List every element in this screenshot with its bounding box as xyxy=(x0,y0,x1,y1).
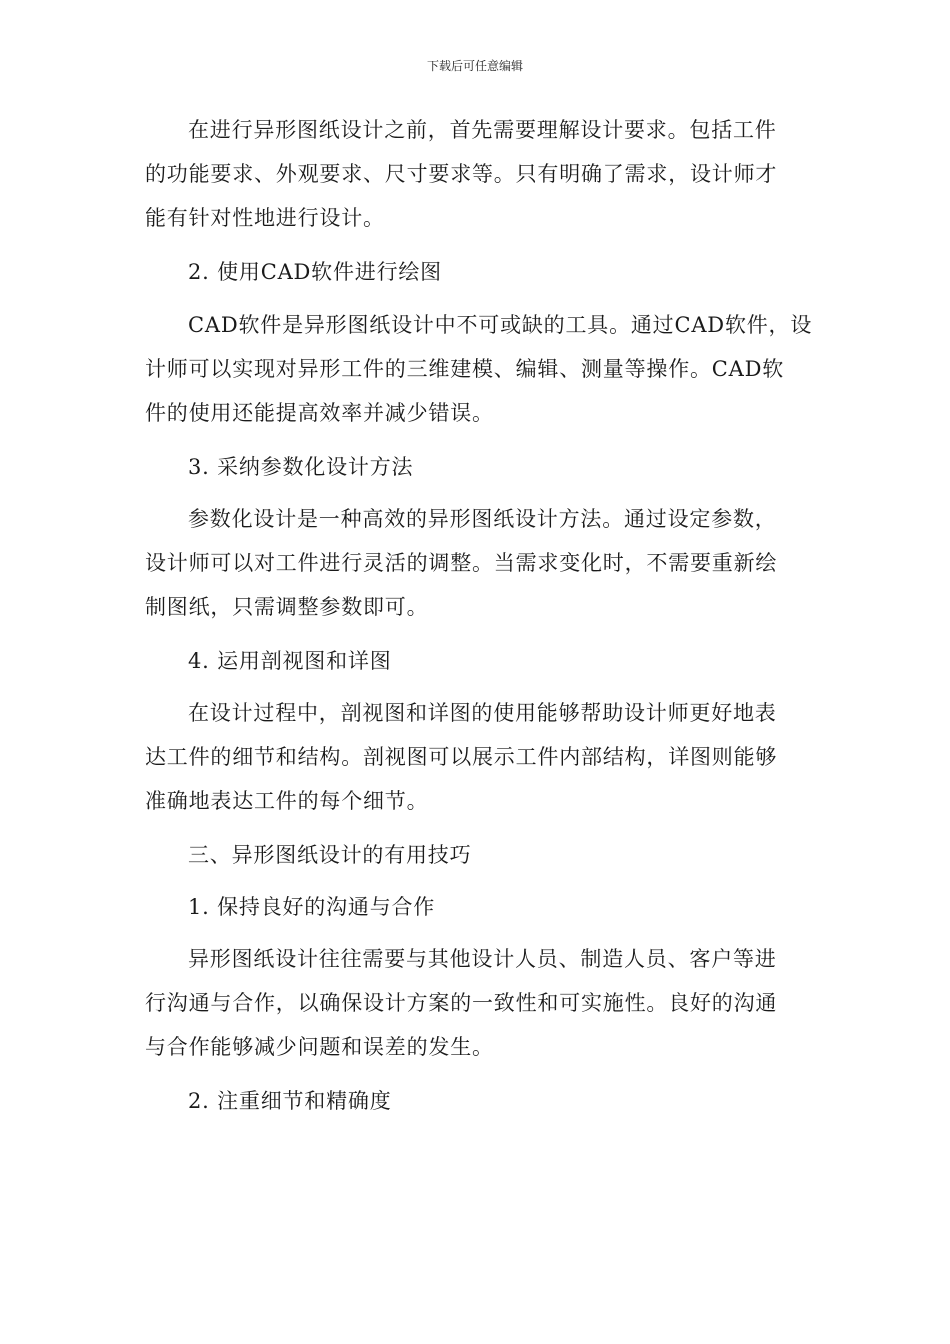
paragraph-line: 计师可以实现对异形工件的三维建模、编辑、测量等操作。CAD软 xyxy=(145,357,785,381)
paragraph-line: 的功能要求、外观要求、尺寸要求等。只有明确了需求，设计师才 xyxy=(145,162,778,186)
paragraph-line: CAD软件是异形图纸设计中不可或缺的工具。通过CAD软件，设 xyxy=(188,313,813,337)
paragraph-line: 准确地表达工件的每个细节。 xyxy=(145,789,429,813)
paragraph-line: 达工件的细节和结构。剖视图可以展示工件内部结构，详图则能够 xyxy=(145,745,778,769)
paragraph-line: 能有针对性地进行设计。 xyxy=(145,206,385,230)
section-heading: 2. 注重细节和精确度 xyxy=(188,1089,392,1113)
paragraph-line: 在设计过程中，剖视图和详图的使用能够帮助设计师更好地表 xyxy=(188,701,777,725)
section-heading: 2. 使用CAD软件进行绘图 xyxy=(188,260,442,284)
chapter-heading: 三、异形图纸设计的有用技巧 xyxy=(188,843,472,867)
paragraph-line: 件的使用还能提高效率并减少错误。 xyxy=(145,401,494,425)
paragraph-line: 制图纸，只需调整参数即可。 xyxy=(145,595,429,619)
paragraph-line: 在进行异形图纸设计之前，首先需要理解设计要求。包括工件 xyxy=(188,118,777,142)
paragraph-line: 异形图纸设计往往需要与其他设计人员、制造人员、客户等进 xyxy=(188,947,777,971)
paragraph-line: 与合作能够减少问题和误差的发生。 xyxy=(145,1035,494,1059)
paragraph-line: 参数化设计是一种高效的异形图纸设计方法。通过设定参数， xyxy=(188,507,777,531)
section-heading: 3. 采纳参数化设计方法 xyxy=(188,455,414,479)
section-heading: 4. 运用剖视图和详图 xyxy=(188,649,392,673)
page-header: 下载后可任意编辑 xyxy=(426,59,523,73)
paragraph-line: 行沟通与合作，以确保设计方案的一致性和可实施性。良好的沟通 xyxy=(145,991,778,1015)
paragraph-line: 设计师可以对工件进行灵活的调整。当需求变化时，不需要重新绘 xyxy=(145,551,778,575)
section-heading: 1. 保持良好的沟通与合作 xyxy=(188,895,436,919)
